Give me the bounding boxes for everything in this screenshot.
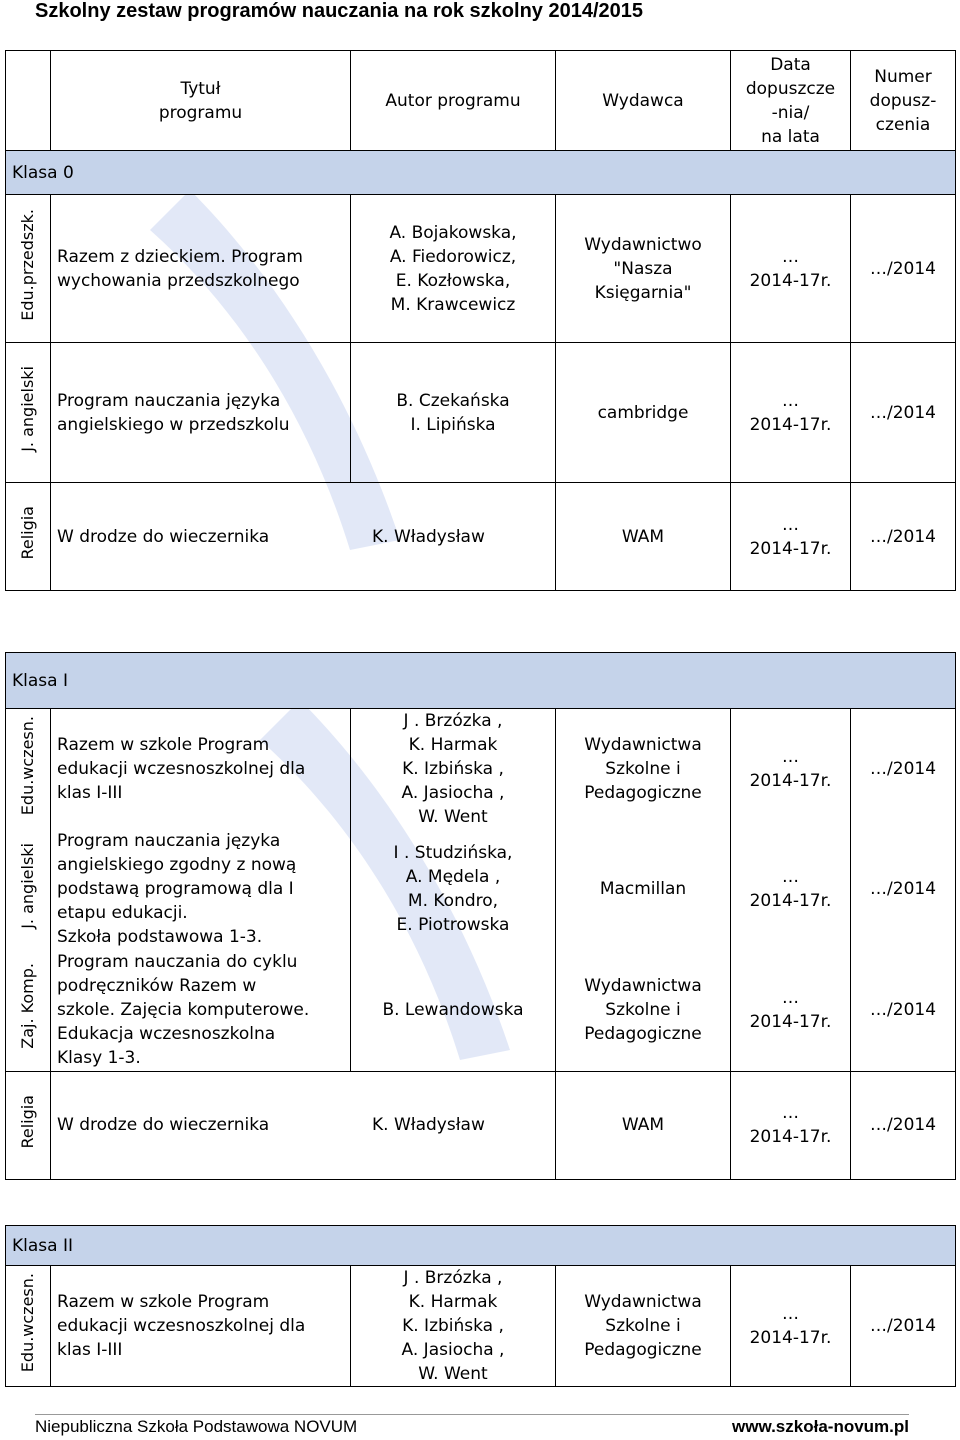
header-data: Data dopuszcze -nia/ na lata bbox=[731, 51, 851, 151]
header-tytul: Tytuł programu bbox=[51, 51, 351, 151]
klasa-2-table bbox=[5, 1225, 956, 1387]
table-row: Edu.wczesn. Razem w szkole Program edukacji wczesnoszkolnej dla klas I-III J . Brzózka , K. Harmak K. Izbińska , A. Jasiocha , W. Went Wydawnictwa Szkolne i Pedagogiczne … 2014-17r. …/2014 bbox=[6, 709, 956, 830]
header-autor: Autor programu bbox=[351, 51, 556, 151]
footer-website-link[interactable]: www.szkoła-novum.pl bbox=[732, 1417, 909, 1436]
table-row: Religia W drodze do wieczernika K. Władysław WAM … 2014-17r. …/2014 bbox=[6, 483, 956, 591]
header-numer: Numer dopusz- czenia bbox=[851, 51, 956, 151]
klasa-0-table bbox=[5, 50, 956, 591]
table-row: Religia W drodze do wieczernika K. Władysław WAM … 2014-17r. …/2014 bbox=[6, 1071, 956, 1179]
class-band-0: Klasa 0 bbox=[6, 151, 956, 195]
subject-label: J. angielski bbox=[18, 366, 37, 452]
subject-label: Religia bbox=[18, 506, 37, 560]
table-row: Zaj. Komp. Program nauczania do cyklu podręczników Razem w szkole. Zajęcia komputerowe. Edukacja wczesnoszkolna Klasy 1-3. B. Lewandowska Wydawnictwa Szkolne i Pedagogiczne … 2014-17r. …/2014 bbox=[6, 949, 956, 1071]
header-wydawca: Wydawca bbox=[556, 51, 731, 151]
subject-label: Edu.wczesn. bbox=[18, 715, 37, 816]
subject-label: Zaj. Komp. bbox=[18, 963, 37, 1050]
table-row: Edu.wczesn. Razem w szkole Program edukacji wczesnoszkolnej dla klas I-III J . Brzózka , K. Harmak K. Izbińska , A. Jasiocha , W. Went Wydawnictwa Szkolne i Pedagogiczne … 2014-17r. …/2014 bbox=[6, 1266, 956, 1387]
table-header-row bbox=[6, 51, 956, 151]
subject-label: Edu.przedszk. bbox=[18, 209, 37, 321]
subject-label: Religia bbox=[18, 1094, 37, 1149]
table-row: J. angielski Program nauczania języka angielskiego zgodny z nową podstawą programową dla I etapu edukacji. Szkoła podstawowa 1-3. I . Studzińska, A. Mędela , M. Kondro, E. Piotrowska Macmillan … 2014-17r. …/2014 bbox=[6, 829, 956, 949]
class-band-1: Klasa I bbox=[6, 653, 956, 709]
page-footer bbox=[35, 1414, 909, 1440]
subject-label: Edu.wczesn. bbox=[18, 1272, 37, 1373]
table-row: J. angielski Program nauczania języka angielskiego w przedszkolu B. Czekańska I. Lipińska cambridge … 2014-17r. …/2014 bbox=[6, 343, 956, 483]
page-title: Szkolny zestaw programów nauczania na rok szkolny 2014/2015 bbox=[35, 0, 644, 22]
footer-school-name: Niepubliczna Szkoła Podstawowa NOVUM bbox=[35, 1417, 358, 1436]
subject-label: J. angielski bbox=[18, 842, 37, 929]
klasa-1-table bbox=[5, 652, 956, 1180]
table-row: Edu.przedszk. Razem z dzieckiem. Program wychowania przedszkolnego A. Bojakowska, A. Fiedorowicz, E. Kozłowska, M. Krawcewicz Wydawnictwo "Nasza Księgarnia" … 2014-17r. …/2014 bbox=[6, 195, 956, 343]
class-band-2: Klasa II bbox=[6, 1226, 956, 1266]
